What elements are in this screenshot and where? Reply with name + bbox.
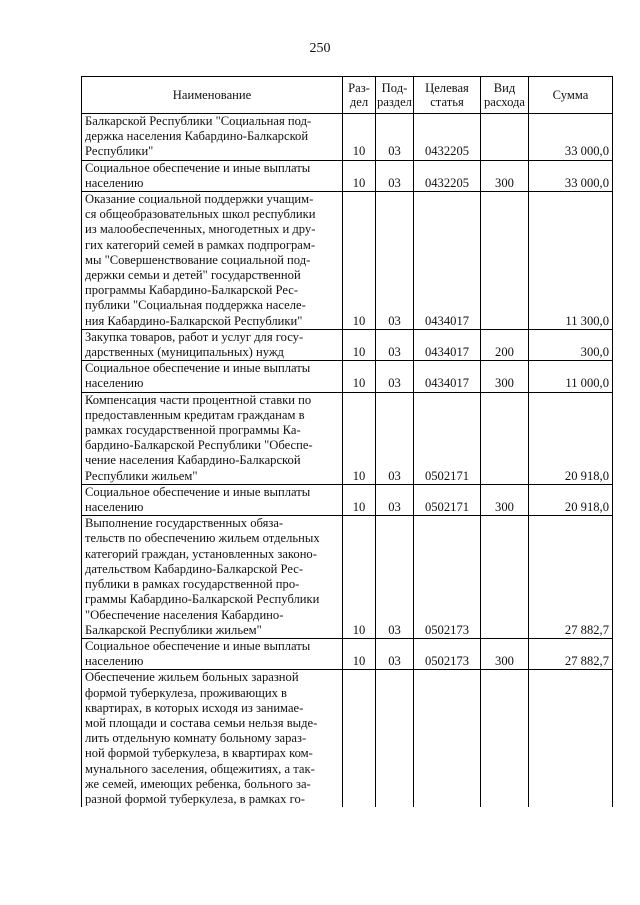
row-name-line: предоставленным кредитам гражданам в — [85, 407, 305, 422]
row-section: 10 — [343, 516, 376, 639]
header-section: Раз- дел — [343, 77, 376, 114]
row-section: 10 — [343, 114, 376, 161]
row-name — [82, 484, 343, 515]
row-target-article: 0432205 — [414, 114, 481, 161]
row-subsection: 03 — [376, 484, 414, 515]
row-subsection: 03 — [376, 192, 414, 330]
row-name — [82, 114, 343, 161]
table-row — [82, 516, 613, 639]
row-section: 10 — [343, 638, 376, 669]
row-name-line: рамках государственной программы Ка- — [85, 423, 301, 438]
row-name-line: публики в рамках государственной про- — [85, 577, 300, 592]
row-amount: 20 918,0 — [529, 392, 613, 484]
row-name-line: Оказание социальной поддержки учащим- — [85, 192, 314, 207]
budget-table — [81, 76, 613, 807]
row-name-line: Республики" — [85, 144, 154, 159]
row-name-line: Социальное обеспечение и иные выплаты — [85, 484, 311, 499]
row-name-line: гих категорий семей в рамках подпрограм- — [85, 237, 316, 252]
row-name-line: держки семьи и детей" государственной — [85, 268, 301, 283]
row-name-line: мы "Совершенствование социальной под- — [85, 252, 311, 267]
row-name-line: из малообеспеченных, многодетных и дру- — [85, 222, 316, 237]
table-row — [82, 670, 613, 807]
row-expense-type: 300 — [481, 638, 529, 669]
row-subsection — [376, 670, 414, 807]
row-name-line: мунального заселения, общежитиях, а так- — [85, 761, 315, 776]
row-name-line: Социальное обеспечение и иные выплаты — [85, 638, 311, 653]
row-subsection: 03 — [376, 516, 414, 639]
row-name-line: программы Кабардино-Балкарской Рес- — [85, 283, 299, 298]
row-name-line: держка населения Кабардино-Балкарской — [85, 129, 309, 144]
row-target-article: 0502173 — [414, 516, 481, 639]
row-section: 10 — [343, 392, 376, 484]
row-name-line: ной формой туберкулеза, в квартирах ком- — [85, 746, 313, 761]
row-name-line: населению — [85, 376, 144, 391]
header-target-article: Целевая статья — [414, 77, 481, 114]
row-target-article — [414, 670, 481, 807]
row-name-line: Социальное обеспечение и иные выплаты — [85, 160, 311, 175]
row-name-line: квартирах, в которых исходя из занимае- — [85, 700, 304, 715]
row-name-line: населению — [85, 654, 144, 669]
row-name-line: категорий граждан, установленных законо- — [85, 546, 317, 561]
row-name — [82, 329, 343, 360]
row-name-line: чение населения Кабардино-Балкарской — [85, 453, 301, 468]
row-name-line: Республики жильем" — [85, 468, 198, 483]
row-section: 10 — [343, 329, 376, 360]
row-name — [82, 392, 343, 484]
row-subsection: 03 — [376, 638, 414, 669]
row-name-line: публики "Социальная поддержка населе- — [85, 298, 306, 313]
row-target-article: 0502171 — [414, 484, 481, 515]
row-amount: 300,0 — [529, 329, 613, 360]
row-subsection: 03 — [376, 361, 414, 392]
row-name-line: Компенсация части процентной ставки по — [85, 392, 312, 407]
row-name-line: тельств по обеспечению жильем отдельных — [85, 531, 320, 546]
row-subsection: 03 — [376, 392, 414, 484]
row-subsection: 03 — [376, 329, 414, 360]
row-name-line: Социальное обеспечение и иные выплаты — [85, 361, 311, 376]
header-subsection: Под- раздел — [376, 77, 414, 114]
row-name-line: "Обеспечение населения Кабардино- — [85, 607, 284, 622]
row-amount: 27 882,7 — [529, 638, 613, 669]
row-name — [82, 160, 343, 191]
table-row — [82, 160, 613, 191]
row-expense-type — [481, 114, 529, 161]
table-row — [82, 361, 613, 392]
row-expense-type — [481, 192, 529, 330]
header-name: Наименование — [82, 77, 343, 114]
row-expense-type — [481, 670, 529, 807]
table-row — [82, 392, 613, 484]
row-target-article: 0502173 — [414, 638, 481, 669]
row-section: 10 — [343, 192, 376, 330]
row-name — [82, 192, 343, 330]
table-row — [82, 192, 613, 330]
table-row — [82, 484, 613, 515]
row-subsection: 03 — [376, 114, 414, 161]
row-section: 10 — [343, 361, 376, 392]
row-name-line: бардино-Балкарской Республики "Обеспе- — [85, 438, 313, 453]
table-row — [82, 638, 613, 669]
row-amount: 11 000,0 — [529, 361, 613, 392]
row-amount — [529, 670, 613, 807]
row-name — [82, 516, 343, 639]
row-target-article: 0432205 — [414, 160, 481, 191]
row-expense-type — [481, 392, 529, 484]
header-expense-type: Вид расхода — [481, 77, 529, 114]
header-amount: Сумма — [529, 77, 613, 114]
page-number: 250 — [309, 41, 331, 56]
row-amount: 27 882,7 — [529, 516, 613, 639]
row-amount: 33 000,0 — [529, 160, 613, 191]
row-target-article: 0434017 — [414, 329, 481, 360]
row-name-line: населению — [85, 175, 144, 190]
row-name — [82, 361, 343, 392]
row-amount: 20 918,0 — [529, 484, 613, 515]
row-name — [82, 670, 343, 807]
row-target-article: 0434017 — [414, 192, 481, 330]
row-amount: 11 300,0 — [529, 192, 613, 330]
row-target-article: 0434017 — [414, 361, 481, 392]
row-name-line: Закупка товаров, работ и услуг для госу- — [85, 329, 304, 344]
row-expense-type: 300 — [481, 484, 529, 515]
row-expense-type — [481, 516, 529, 639]
row-name-line: мой площади и состава семьи нельзя выде- — [85, 715, 318, 730]
row-name-line: Обеспечение жильем больных заразной — [85, 670, 299, 685]
row-expense-type: 300 — [481, 160, 529, 191]
row-name-line: дарственных (муниципальных) нужд — [85, 345, 284, 360]
row-name-line: Балкарской Республики жильем" — [85, 622, 262, 637]
row-section: 10 — [343, 160, 376, 191]
row-name-line: Выполнение государственных обяза- — [85, 516, 284, 531]
table-row — [82, 114, 613, 161]
table-header — [82, 77, 613, 114]
row-name-line: дательством Кабардино-Балкарской Рес- — [85, 561, 304, 576]
row-name-line: же семей, имеющих ребенка, больного за- — [85, 776, 311, 791]
row-name-line: лить отдельную комнату больному зараз- — [85, 731, 307, 746]
row-name-line: граммы Кабардино-Балкарской Республики — [85, 592, 320, 607]
row-name-line: Балкарской Республики "Социальная под- — [85, 114, 312, 128]
row-name-line: ния Кабардино-Балкарской Республики" — [85, 313, 303, 328]
row-target-article: 0502171 — [414, 392, 481, 484]
table-row — [82, 329, 613, 360]
row-name-line: населению — [85, 500, 144, 515]
row-name-line: разной формой туберкулеза, в рамках го- — [85, 791, 305, 806]
row-section — [343, 670, 376, 807]
row-name-line: ся общеобразовательных школ республики — [85, 207, 316, 222]
row-amount: 33 000,0 — [529, 114, 613, 161]
row-section: 10 — [343, 484, 376, 515]
row-subsection: 03 — [376, 160, 414, 191]
row-name-line: формой туберкулеза, проживающих в — [85, 685, 287, 700]
row-expense-type: 300 — [481, 361, 529, 392]
row-expense-type: 200 — [481, 329, 529, 360]
table-body — [82, 114, 613, 808]
row-name — [82, 638, 343, 669]
